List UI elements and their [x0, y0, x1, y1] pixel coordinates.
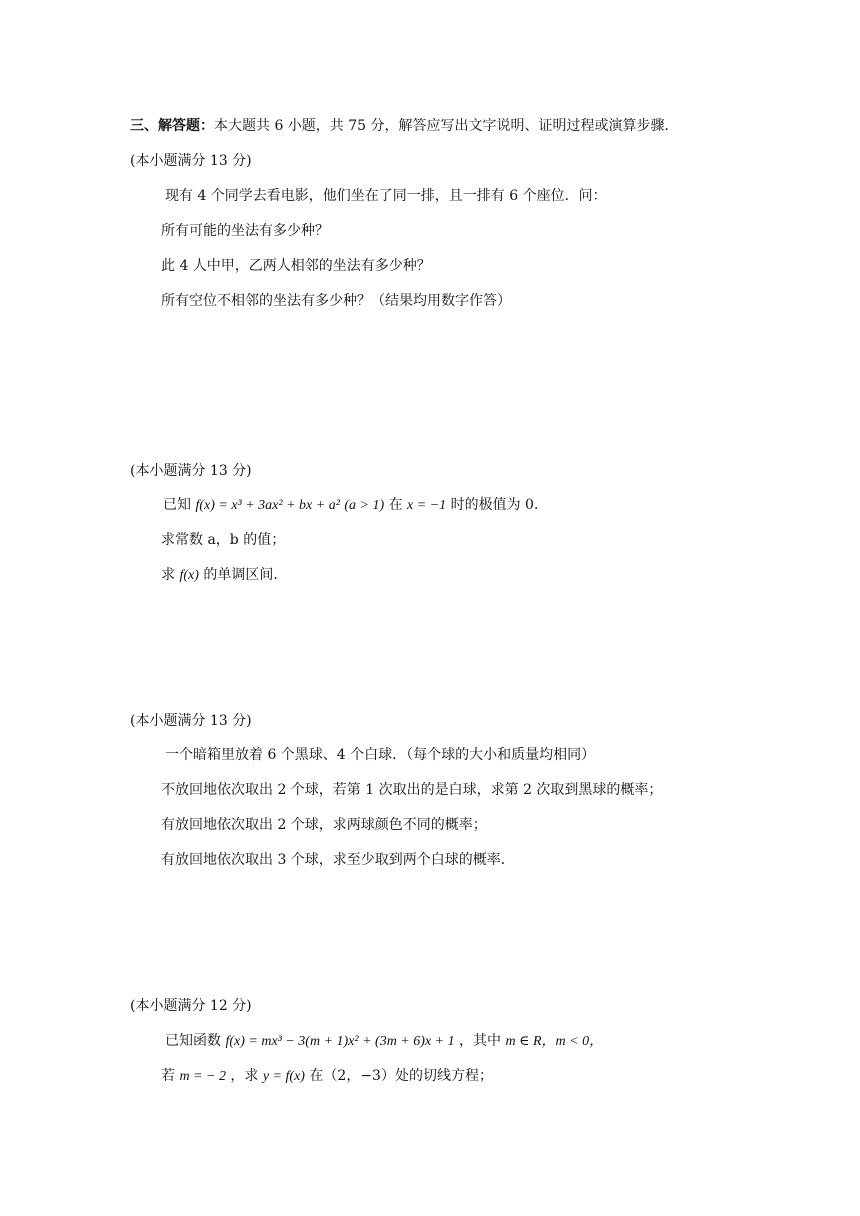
q4-stem-mid: ，其中	[459, 1033, 502, 1049]
q4-part-1-cond: m = − 2	[179, 1069, 226, 1084]
q2-condition: (a > 1)	[344, 498, 385, 513]
section-heading: 三、解答题：	[130, 118, 214, 134]
q2-point: x = −1	[407, 498, 447, 513]
q3-part-1: 不放回地依次取出 2 个球，若第 1 次取出的是白球，求第 2 次取到黑球的概率；	[161, 782, 663, 798]
q2-part-2-func: f(x)	[179, 568, 199, 583]
q4-part-1-post: 在（2，−3）处的切线方程；	[309, 1068, 493, 1084]
q2-formula: f(x) = x³ + 3ax² + bx + a²	[195, 498, 340, 513]
q2-part-2-pre: 求	[161, 567, 175, 583]
q4-formula: f(x) = mx³ − 3(m + 1)x² + (3m + 6)x + 1	[225, 1034, 455, 1049]
q4-part-1-mid: ，求	[230, 1068, 259, 1084]
q4-part-1	[161, 1067, 493, 1086]
q3-score: (本小题满分 13 分)	[130, 713, 252, 729]
q1-stem: 现有 4 个同学去看电影，他们坐在了同一排，且一排有 6 个座位．问：	[165, 188, 607, 204]
q4-score: (本小题满分 12 分)	[130, 998, 252, 1014]
q4-stem-pre: 已知函数	[165, 1033, 221, 1049]
q3-part-3: 有放回地依次取出 3 个球，求至少取到两个白球的概率．	[161, 852, 515, 868]
q4-stem	[165, 1032, 603, 1051]
q2-part-2-post: 的单调区间．	[203, 567, 288, 583]
q1-part-2: 此 4 人中甲，乙两人相邻的坐法有多少种？	[161, 258, 431, 274]
q1-part-3: 所有空位不相邻的坐法有多少种？（结果均用数字作答）	[161, 293, 511, 309]
q2-part-2	[161, 566, 287, 585]
q1-part-1: 所有可能的坐法有多少种？	[161, 223, 329, 239]
section-intro: 本大题共 6 小题，共 75 分，解答应写出文字说明、证明过程或演算步骤．	[214, 118, 679, 134]
q2-score: (本小题满分 13 分)	[130, 463, 252, 479]
section-header	[130, 117, 679, 135]
q2-stem-mid: 在	[388, 497, 403, 513]
q2-stem-post: 时的极值为 0．	[450, 497, 548, 513]
q2-part-1: 求常数 a，b 的值；	[161, 532, 286, 548]
q4-domain: m ∈ R，m < 0，	[505, 1034, 604, 1049]
q1-score: (本小题满分 13 分)	[130, 153, 252, 169]
q4-part-1-pre: 若	[161, 1068, 175, 1084]
q2-stem	[163, 496, 548, 515]
q4-part-1-func: y = f(x)	[262, 1069, 305, 1084]
q3-part-2: 有放回地依次取出 2 个球，求两球颜色不同的概率；	[161, 817, 487, 833]
q3-stem: 一个暗箱里放着 6 个黑球、4 个白球．（每个球的大小和质量均相同）	[165, 747, 596, 763]
q2-stem-pre: 已知	[163, 497, 191, 513]
